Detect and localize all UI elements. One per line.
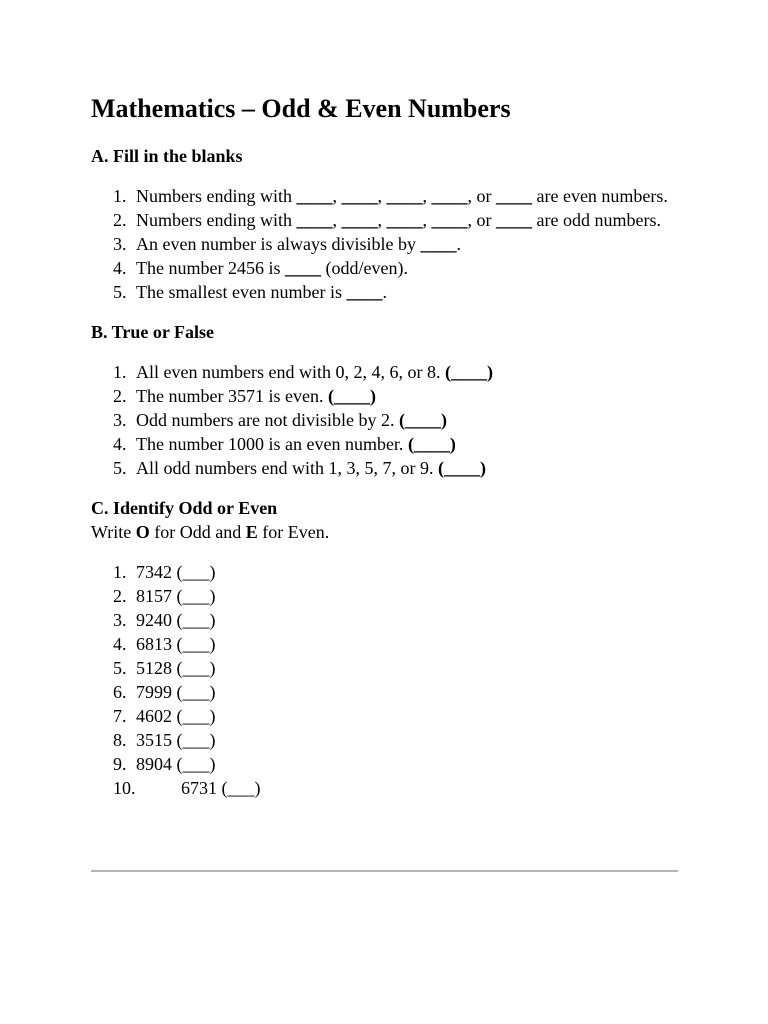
item-number: 5. (113, 282, 127, 302)
item-text: All even numbers end with 0, 2, 4, 6, or 8. (____) (136, 362, 493, 382)
item-text: All odd numbers end with 1, 3, 5, 7, or 9. (____) (136, 458, 486, 478)
item-text: 7999 (___) (136, 682, 216, 702)
item-number: 2. (113, 386, 127, 406)
item-text: The smallest even number is ____. (136, 282, 387, 302)
item-number: 5. (113, 658, 127, 678)
list-item (91, 456, 678, 480)
answer-blank: ____ (495, 210, 532, 230)
answer-blank: ____ (431, 186, 468, 206)
list-item (91, 208, 678, 232)
item-number: 1. (113, 186, 127, 206)
item-number: 3. (113, 410, 127, 430)
instruction-odd-letter: O (135, 522, 150, 542)
item-number: 1. (113, 562, 127, 582)
item-number: 4. (113, 434, 127, 454)
section-true-false (91, 320, 678, 480)
answer-blank: ____ (386, 210, 423, 230)
item-number: 3. (113, 610, 127, 630)
item-number: 4. (113, 634, 127, 654)
item-text: 6813 (___) (136, 634, 216, 654)
answer-blank: (____) (444, 362, 493, 382)
section-identify (91, 496, 678, 800)
list-item (91, 280, 678, 304)
item-text: An even number is always divisible by ____. (136, 234, 461, 254)
item-text: 8157 (___) (136, 586, 216, 606)
item-text: 9240 (___) (136, 610, 216, 630)
item-number: 9. (113, 754, 127, 774)
item-text: The number 3571 is even. (____) (136, 386, 376, 406)
list-item (91, 360, 678, 384)
list-item (91, 632, 678, 656)
list-item (91, 704, 678, 728)
answer-blank: ____ (420, 234, 457, 254)
list-item (91, 184, 678, 208)
list-item (91, 752, 678, 776)
item-number: 3. (113, 234, 127, 254)
answer-blank: ____ (284, 258, 321, 278)
answer-blank: ____ (346, 282, 383, 302)
list-item (91, 384, 678, 408)
list-item (91, 232, 678, 256)
instruction-post: for Even. (257, 522, 330, 542)
item-text: 3515 (___) (136, 730, 216, 750)
item-text: The number 1000 is an even number. (____) (136, 434, 456, 454)
fill-blanks-list (91, 184, 678, 304)
horizontal-rule (91, 870, 678, 872)
item-number: 2. (113, 210, 127, 230)
answer-blank: ____ (341, 210, 378, 230)
true-false-list (91, 360, 678, 480)
item-text: 4602 (___) (136, 706, 216, 726)
list-item (91, 560, 678, 584)
answer-blank: ____ (431, 210, 468, 230)
list-item (91, 256, 678, 280)
list-item (91, 584, 678, 608)
answer-blank: (____) (437, 458, 486, 478)
identify-list (91, 560, 678, 800)
item-text: 5128 (___) (136, 658, 216, 678)
list-item (91, 608, 678, 632)
item-text: 8904 (___) (136, 754, 216, 774)
answer-blank: (____) (327, 386, 376, 406)
instruction-text (91, 520, 678, 544)
answer-blank: ____ (296, 186, 333, 206)
instruction-even-letter: E (245, 522, 258, 542)
item-number: 4. (113, 258, 127, 278)
worksheet (91, 92, 678, 814)
item-text: Numbers ending with ____, ____, ____, ____, or ____ are odd numbers. (136, 210, 661, 230)
list-item (91, 408, 678, 432)
item-number: 6. (113, 682, 127, 702)
page-title: Mathematics – Odd & Even Numbers (91, 94, 511, 123)
list-item (91, 432, 678, 456)
answer-blank: (____) (398, 410, 447, 430)
item-text: The number 2456 is ____ (odd/even). (136, 258, 408, 278)
list-item (91, 656, 678, 680)
instruction-pre: Write (91, 522, 136, 542)
item-text: 6731 (___) (181, 778, 261, 798)
item-number: 1. (113, 362, 127, 382)
answer-blank: ____ (495, 186, 532, 206)
section-c-heading: C. Identify Odd or Even (91, 498, 278, 518)
answer-blank: ____ (296, 210, 333, 230)
section-b-heading: B. True or False (91, 322, 214, 342)
item-text: Numbers ending with ____, ____, ____, ____, or ____ are even numbers. (136, 186, 668, 206)
list-item (91, 728, 678, 752)
list-item (91, 680, 678, 704)
section-fill-in-blanks (91, 144, 678, 304)
item-text: Odd numbers are not divisible by 2. (____) (136, 410, 447, 430)
item-text: 7342 (___) (136, 562, 216, 582)
item-number: 8. (113, 730, 127, 750)
section-a-heading: A. Fill in the blanks (91, 146, 243, 166)
item-number: 2. (113, 586, 127, 606)
instruction-mid: for Odd and (149, 522, 246, 542)
list-item (91, 776, 678, 800)
item-number: 7. (113, 706, 127, 726)
item-number: 10. (113, 778, 136, 798)
answer-blank: ____ (386, 186, 423, 206)
answer-blank: (____) (407, 434, 456, 454)
answer-blank: ____ (341, 186, 378, 206)
item-number: 5. (113, 458, 127, 478)
